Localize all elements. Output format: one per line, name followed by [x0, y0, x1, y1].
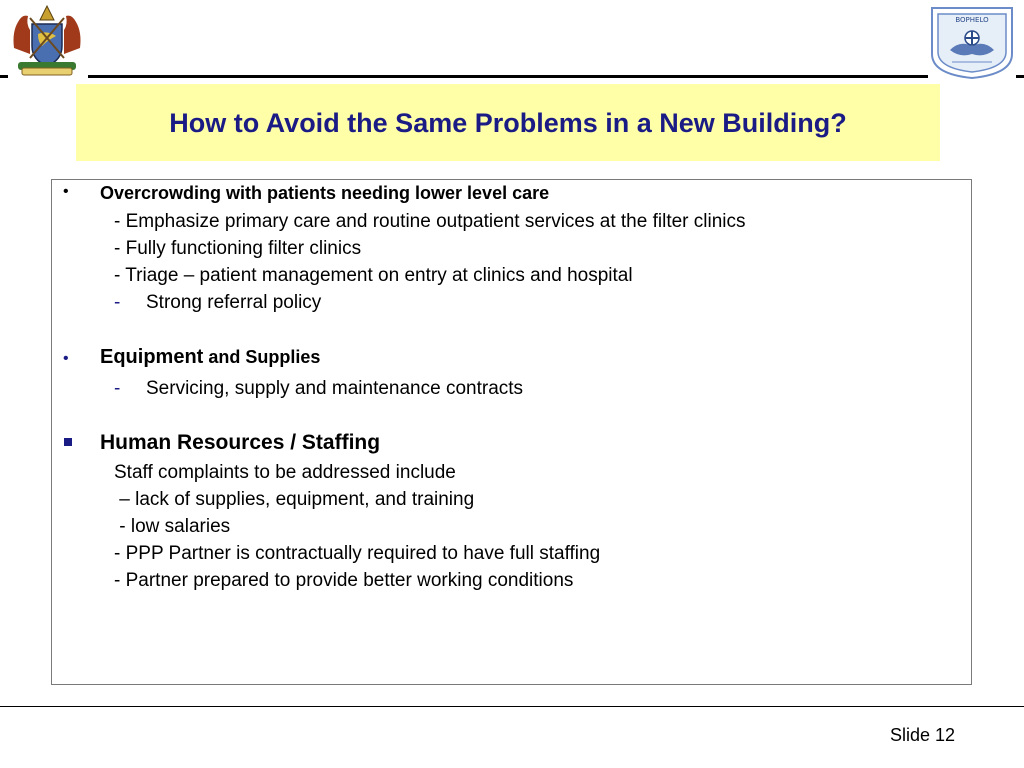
list-item: - Partner prepared to provide better working conditions — [114, 570, 574, 591]
coat-of-arms-logo — [8, 2, 86, 78]
title-banner — [76, 84, 940, 161]
header-rule — [88, 75, 928, 78]
heading-equipment-word: Equipment — [100, 346, 204, 368]
list-item: - low salaries — [114, 516, 231, 537]
dash-marker: - — [114, 378, 121, 399]
list-item: - PPP Partner is contractually required to have full staffing — [114, 543, 601, 564]
header-rule-left — [0, 75, 8, 78]
list-item: - Triage – patient management on entry at clinics and hospital — [114, 265, 633, 286]
seal-text: BOPHELO — [955, 16, 989, 24]
square-bullet — [64, 438, 72, 446]
heading-supplies-words: and Supplies — [203, 347, 321, 367]
slide-title: How to Avoid the Same Problems in a New Building? — [169, 107, 847, 138]
content-panel — [51, 179, 972, 685]
bullet-dot: • — [63, 183, 69, 200]
list-item: – lack of supplies, equipment, and training — [114, 489, 475, 510]
slide-number: Slide 12 — [890, 725, 956, 745]
list-item: Servicing, supply and maintenance contracts — [146, 378, 524, 399]
list-item: Staff complaints to be addressed include — [114, 462, 456, 483]
dash-marker: - — [114, 292, 121, 313]
section-heading-overcrowding: Overcrowding with patients needing lower level care — [100, 183, 550, 203]
list-item: - Fully functioning filter clinics — [114, 238, 362, 259]
list-item: Strong referral policy — [146, 292, 322, 313]
footer-rule — [0, 706, 1024, 707]
section-heading-equipment — [100, 346, 320, 369]
header-rule-right — [1016, 75, 1024, 78]
bullet-dot: • — [63, 350, 69, 367]
list-item: - Emphasize primary care and routine outpatient services at the filter clinics — [114, 211, 746, 232]
section-heading-human-resources: Human Resources / Staffing — [100, 431, 381, 454]
bophelo-seal-logo — [930, 6, 1014, 80]
